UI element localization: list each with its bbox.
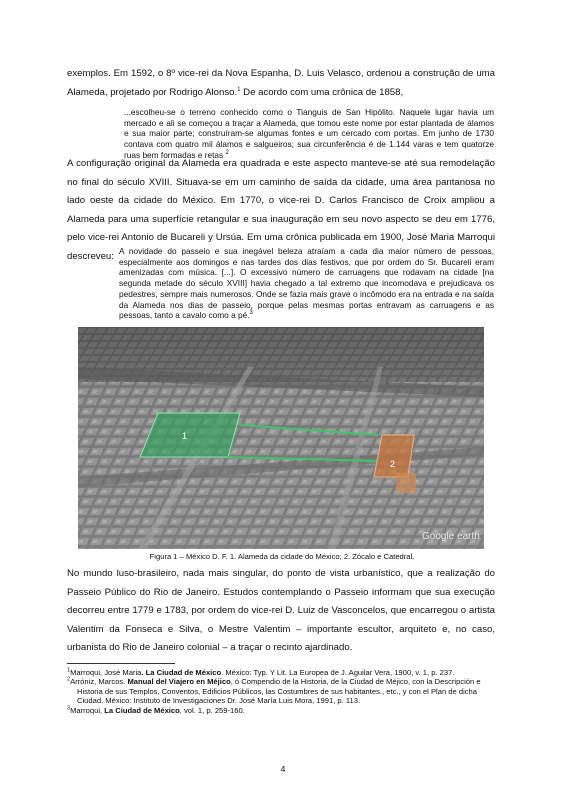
figure-label-1: 1	[182, 431, 188, 441]
figure-label-2: 2	[390, 459, 396, 469]
footnote-ref-3[interactable]: 3	[249, 310, 253, 317]
footnote-ref-2[interactable]: 2	[225, 150, 229, 157]
block-quote-1	[124, 107, 494, 161]
aerial-photo-graphic	[78, 327, 484, 549]
paragraph-1-text: exemplos. Em 1592, o 8º vice-rei da Nova Espanha, D. Luis Velasco, ordenou a construção de uma Alameda, projetado por Rodrigo Alonso.	[67, 68, 495, 98]
block-quote-1-text: ...escolheu-se o terreno conhecido como o Tianguis de San Hipólito. Naquele lugar havia um mercado e ali se começou a traçar a Alameda, que tomou este nome por estar plantada de álamos e sua maior parte; construíram-se algumas fontes e um cercado com portas. Em junho de 1730 contava com quatro mil álamos e salgueiros; sua circunferência é de 1.144 varas e tem quatorze ruas bem formadas e retas	[124, 107, 494, 160]
footnote-1: $^1$Marroqui, José Maria. La Ciudad de México. México: Typ. Y Lit. La Europea de J. Aguilar Vera, 1900, v. 1, p. 237.	[67, 667, 455, 677]
footnote-2: $^2$Arróniz, Marcos. Manual del Viajero en Méjico, ó Compendio de la Historia, de la Ciudad de Méjico, con la Descripción e Historia de sus Templos, Conventos, Edificios Públicos, las Costumbres de sus habitantes., etc., y con el Plan de dicha Ciudad. México: Instituto de Investigaciones Dr. José María Luis Mora, 1991, p. 113.	[67, 676, 481, 706]
paragraph-1-tail: De acordo com uma crônica de 1858,	[240, 86, 404, 98]
footnote-3: $^3$Marroqui, La Ciudad de México, vol. 1, p. 259-160.	[67, 705, 245, 715]
block-quote-2-text: A novidade do passeio e sua inegável beleza atraíam a cada dia maior número de pessoas, especialmente aos domingos e nas tardes dos dias festivos, que por ordem do Sr. Bucareli eram amenizadas com música. [...]. O excessivo número de carruagens que rodavam na cidade [na segunda metade do século XVIII] havia chegado a tal extremo que incomodava e prejudicava os pedestres, sempre mais numerosos. Onde se fazia mais grave o incômodo era na entrada e na saída da Alameda nos dias de passeio, porque pelas mesmas portas entravam as carruagens e as pessoas, tanto a cavalo como a pé.	[119, 246, 494, 321]
google-earth-watermark: Google earth	[422, 531, 480, 542]
page-number: 4	[280, 764, 286, 774]
block-quote-2	[119, 246, 494, 321]
footnote-separator	[67, 663, 175, 664]
paragraph-1	[67, 65, 495, 102]
paragraph-3: No mundo luso-brasileiro, nada mais singular, do ponto de vista urbanístico, que a realização do Passeio Público do Rio de Janeiro. Estudos contemplando o Passeio informam que sua execução decorreu entre 1779 e 1783, por ordem do vice-rei D. Luiz de Vasconcelos, que encarregou o artista Valentim da Fonseca e Silva, o Mestre Valentim – importante escultor, arquiteto e, no caso, urbanista do Rio de Janeiro colonial – a traçar o recinto ajardinado.	[67, 568, 495, 654]
footnote-ref-1[interactable]: 1	[237, 86, 241, 93]
footnotes	[67, 668, 497, 715]
aerial-photo-mexico-city	[78, 327, 484, 549]
figure-caption: Figura 1 – México D. F. 1. Alameda da cidade do México; 2. Zócalo e Catedral.	[149, 552, 415, 561]
paragraph-2: A configuração original da Alameda era quadrada e este aspecto manteve-se até sua remodelação no final do século XVIII. Situava-se em um caminho de saída da cidade, uma área pantanosa no lado oeste da cidade do México. Em 1770, o vice-rei D. Carlos Francisco de Croix ampliou a Alameda para uma superfície retangular e sua inauguração em seu novo aspecto se deu em 1776, pelo vice-rei Antonio de Bucareli y Ursúa. Em uma crônica publicada em 1900, José Maria Marroqui descreveu:	[67, 158, 495, 262]
